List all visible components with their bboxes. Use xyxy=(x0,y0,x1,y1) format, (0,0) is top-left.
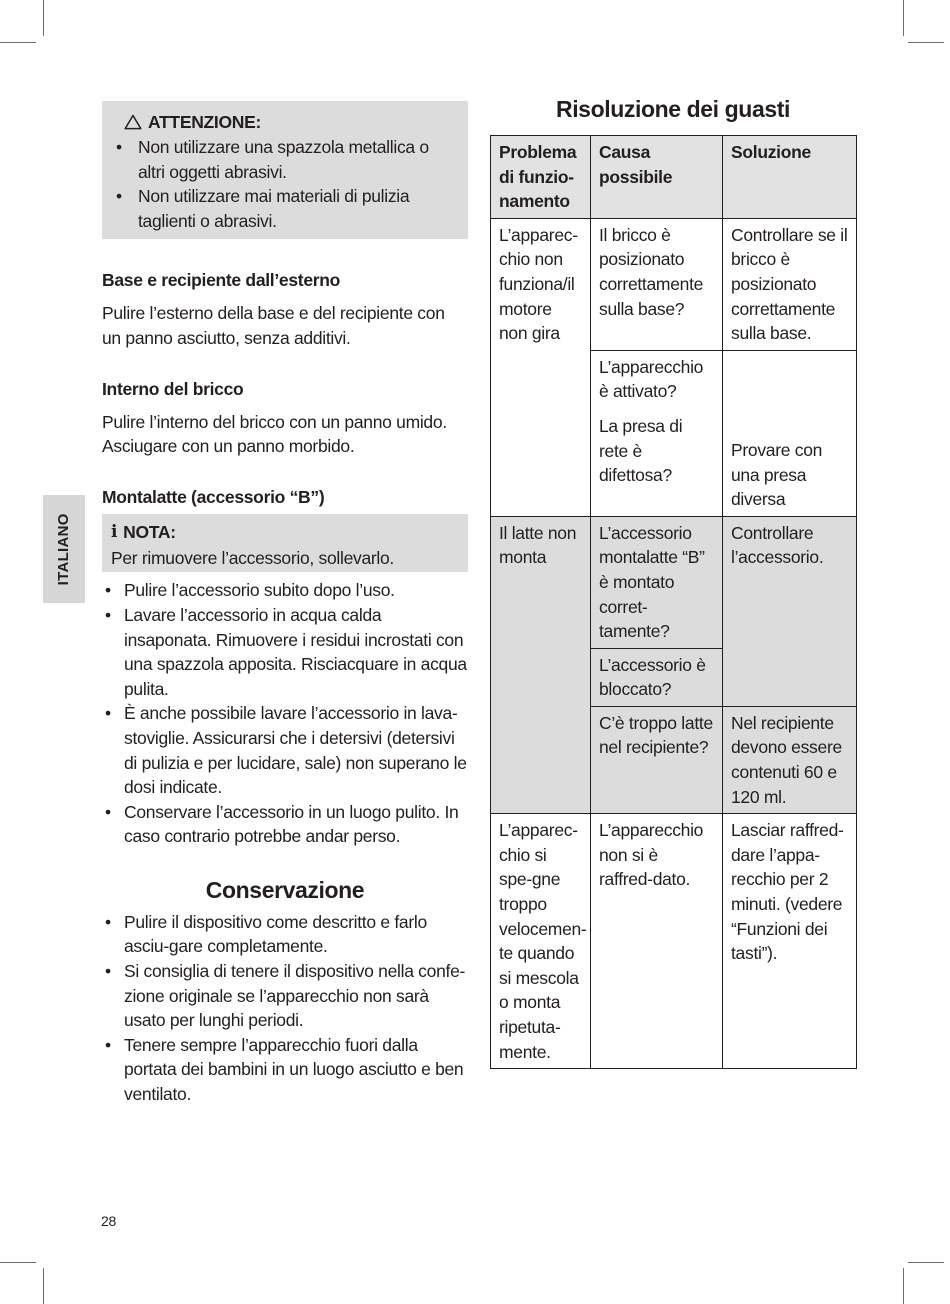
list-item: • È anche possibile lavare l’accessorio in lava-stoviglie. Assicurarsi che i detersivi (detersivi di pulizia e per lucidare, sale) non superano le dosi indicate. xyxy=(102,701,468,799)
warning-title-text: ATTENZIONE: xyxy=(148,111,262,132)
warning-list xyxy=(116,135,458,233)
list-item: • Non utilizzare una spazzola metallica o altri oggetti abrasivi. xyxy=(116,135,458,184)
warning-triangle-icon xyxy=(124,114,142,130)
section-title: Risoluzione dei guasti xyxy=(555,96,790,122)
frother-list xyxy=(102,578,468,849)
table-cell-cause: Il bricco è posizionato correttamente sulla base? xyxy=(591,218,723,350)
crop-mark xyxy=(43,1268,44,1304)
list-item: • Si consiglia di tenere il dispositivo nella confe-zione originale se l’apparecchio non sarà usato per lunghi periodi. xyxy=(102,959,468,1033)
troubleshooting-table xyxy=(490,135,857,1069)
storage-list xyxy=(102,910,468,1107)
table-header: Soluzione xyxy=(723,136,857,219)
list-item: • Tenere sempre l’apparecchio fuori dalla portata dei bambini in un luogo asciutto e ben ventilato. xyxy=(102,1033,468,1107)
crop-mark xyxy=(908,42,944,43)
table-cell-solution: Provare con una presa diversa xyxy=(723,350,857,516)
section-text: Pulire l’interno del bricco con un panno umido. Asciugare con un panno morbido. xyxy=(102,411,447,457)
table-cell-solution: Lasciar raffred-dare l’appa-recchio per 2 minuti. (vedere “Funzioni dei tasti”). xyxy=(723,814,857,1069)
left-column xyxy=(102,101,468,1107)
section-heading: Base e recipiente dall’esterno xyxy=(102,270,341,291)
section-text: Pulire l’esterno della base e del recipiente con un panno asciutto, senza additivi. xyxy=(102,303,445,348)
info-icon: i xyxy=(111,522,118,543)
section-heading: Montalatte (accessorio “B”) xyxy=(102,486,325,507)
table-cell-cause: L’apparecchio non si è raffred-dato. xyxy=(591,814,723,1069)
table-cell-cause: L’accessorio montalatte “B” è montato corret-tamente? xyxy=(591,516,723,648)
list-item: • Conservare l’accessorio in un luogo pulito. In caso contrario potrebbe andar perso. xyxy=(102,800,468,849)
table-cell-problem: Il latte non monta xyxy=(491,516,591,814)
note-box xyxy=(102,514,468,573)
language-tab-label: ITALIANO xyxy=(54,512,72,586)
table-row xyxy=(491,516,857,648)
language-tab xyxy=(43,495,85,603)
warning-box xyxy=(102,101,468,239)
crop-mark xyxy=(908,1262,944,1263)
table-header: Causa possibile xyxy=(591,136,723,219)
table-header-row xyxy=(491,136,857,219)
table-cell-solution: Controllare se il bricco è posizionato correttamente sulla base. xyxy=(723,218,857,350)
note-title xyxy=(111,520,458,546)
table-cell-solution: Controllare l’accessorio. xyxy=(723,516,857,706)
section-title: Conservazione xyxy=(205,876,365,903)
crop-mark xyxy=(43,0,44,36)
section-heading: Interno del bricco xyxy=(102,378,244,399)
note-text: Per rimuovere l’accessorio, sollevarlo. xyxy=(111,547,394,568)
list-item: • Pulire l’accessorio subito dopo l’uso. xyxy=(102,578,468,603)
page-number: 28 xyxy=(101,1213,116,1229)
table-row xyxy=(491,814,857,1069)
crop-mark xyxy=(903,0,904,36)
crop-mark xyxy=(903,1268,904,1304)
crop-mark xyxy=(0,1262,36,1263)
table-header: Problema di funzio-namento xyxy=(491,136,591,219)
table-cell-cause: L’apparecchio è attivato? xyxy=(591,350,723,410)
list-item: • Pulire il dispositivo come descritto e farlo asciu-gare completamente. xyxy=(102,910,468,959)
table-cell-problem: L’apparec-chio si spe-gne troppo velocemen-te quando si mescola o monta ripetuta-mente. xyxy=(491,814,591,1069)
note-title-text: NOTA: xyxy=(123,522,176,543)
table-cell-cause: L’accessorio è bloccato? xyxy=(591,648,723,706)
list-item: • Non utilizzare mai materiali di pulizia taglienti o abrasivi. xyxy=(116,184,458,233)
list-item: • Lavare l’accessorio in acqua calda insaponata. Rimuovere i residui incrostati con una spazzola apposita. Risciacquare in acqua pulita. xyxy=(102,603,468,701)
table-cell-problem: L’apparec-chio non funziona/il motore non gira xyxy=(491,218,591,516)
table-cell-cause: C’è troppo latte nel recipiente? xyxy=(591,706,723,813)
table-row xyxy=(491,218,857,350)
table-cell-solution: Nel recipiente devono essere contenuti 60 e 120 ml. xyxy=(723,706,857,813)
table-cell-cause: La presa di rete è difettosa? xyxy=(591,410,723,516)
warning-title xyxy=(112,109,458,135)
right-column xyxy=(490,94,856,1069)
crop-mark xyxy=(0,42,36,43)
